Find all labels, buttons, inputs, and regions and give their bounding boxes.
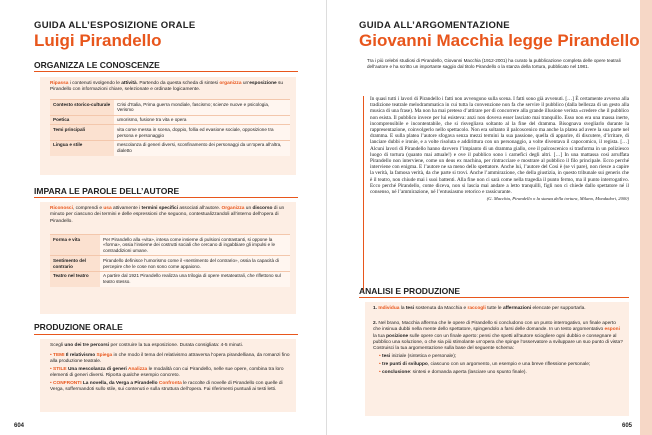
quote-text: In quasi tutti i lavori di Pirandello i fatti non avvengono sulla scena. I fatti sono già avvenuti. […] È certamente avverso alla tradizione teatrale melodrammatica in cui tutta la convenzione non fa che servire il pubblico (dalla bellezza di un gesto alla musica di una frase). Ma non ha mai preteso d’attirare per di concorrere alla grande illusione verista «credere che il pubblico non esista. Il pubblico invece per lui esisteva: anzi non doveva esser lasciato mai tranquillo. Esso non era una massa inerte, incomprensibile e incontentabile, che si risvegliava soltanto al la fine del dramma. Bisognava svegliarlo durante la rappresentazione, coinvolgerlo nello spettacolo. Non era soltanto il palcoscenico ma anche la platea ad avere la sua parte nel dramma. E sulla platea l’autore sfogava senza mezzi termini la sua passione, quella di apparire, di discutere, d’irritare, di lanciare dubbi e ironie, e a volte risoluta e addirittura con un personaggio, a volte diventava il capocomico, il regista. […] Alcuni lavori di Pirandello hanno davvero l’impianto di un dramma giallo, ove il palcoscenico si trasforma in un poliziesco luogo di tortura (quanto mai attuale!) e ove il pubblico sono i carnefici degli altri. […] In una mattassa così arruffata Pirandello non interviene, come un deus ex machina, per rintracciare e mostrare al pubblico il filo principale. Ecco perché interviene con enigma. E l’autore ne sa meno dello spettatore. Anche lui, l’autore del Così è (se vi pare), non riesce a capire la verità, la famosa verità, da che parte si trovi. Anche l’ammirazione, che della giustizia, in questo tribunale sui generis che è il teatro, non chiude mai i suoi battenti. Alla fine non ci sarà come nella tragedia il punto fermo, ma il punto interrogativo. Ecco perché Pirandello, come diceva, non si lascia mai andare a letto tranquilli, figli non ci chiede dallo spettatore né il consenso, né l’ammirazione, né l’entusiasmo retorico e rassicurante. [370, 96, 629, 196]
table-key: Temi principali [50, 125, 114, 141]
list-item: • STILE Una mescolanza di generi Analizza le modalità con cui Pirandello, nelle sue opere, combina tra loro elementi di generi diversi. Riporta qualche esempio concreto. [50, 366, 284, 378]
section-impara-title: IMPARA LE PAROLE DELL’AUTORE [34, 186, 180, 196]
impara-intro [50, 206, 290, 225]
table-value: A partire dal 1921 Pirandello realizza una trilogia di opere metateatrali, che riflettono sul teatro stesso. [100, 271, 290, 286]
table-row [50, 140, 290, 155]
question-2: 2. Nel brano, Macchia afferma che le opere di Pirandello si concludono con un punto interrogativo, un finale aperto che insinua dubbi nella mente dello spettatore, spingendolo a farsi delle domande. In un testo argomentativo esponi la tua posizione sulle opere con un finale aperto: pensi che spetti all’autore sciogliere ogni dubbio e consegnare al pubblico una soluzione, o che sia più stimolante un’opera che spinge l’osservatore a sviluppare un suo punto di vista? Costruisci la tua argomentazione sulla base del seguente schema: • tesi iniziale (sintetica e personale); • tre punti di sviluppo, ciascuno con un argomento, un esempio e una breve riflessione personale; • conclusione: sintesi e domanda aperta (lasciare uno spunto finale). [373, 321, 623, 375]
question-1: 1. Individua la tesi sostenuta da Macchia e raccogli tutte le affermazioni elencate per supportarla. [373, 306, 586, 311]
intro-keyword: uno dei tre percorsi [64, 343, 110, 348]
macchia-quote [363, 96, 629, 292]
intro-text: associati all’autore. [178, 206, 222, 211]
intro-text: un [244, 206, 253, 211]
intro-keyword: Riconosci [50, 206, 73, 211]
intro-text: . Partendo da questa scheda di sintesi [136, 81, 220, 86]
right-page [326, 0, 652, 435]
list-item: • tre punti di sviluppo, ciascuno con un argomento, un esempio e una breve riflessione personale; [379, 361, 591, 367]
section-divider [34, 334, 298, 335]
table-value: mescolanza di generi diversi, sconfinamento dei personaggi da un’opera all’altra, dialetto [114, 140, 290, 155]
impara-table [50, 234, 290, 287]
organizza-table [50, 99, 290, 156]
right-intro: Tra i più celebri studiosi di Pirandello, Giovanni Macchia (1912-2001) ha curato la pubblicazione completa delle opere teatrali dell’autore e ha scritto un importante saggio dal titolo Pirandello o la stanza della tortura, pubblicato nel 1981. [367, 58, 621, 69]
intro-text: , comprendi e [72, 206, 104, 211]
right-title: Giovanni Macchia legge Pirandello [359, 31, 640, 50]
section-divider [359, 297, 629, 298]
table-row [50, 115, 290, 125]
intro-keyword: Ripassa [50, 81, 69, 86]
section-organizza-title: ORGANIZZA LE CONOSCENZE [34, 60, 160, 70]
table-value: Crisi d’Italia, Prima guerra mondiale, fascismo; scienze nuove e psicologia, Verismo [114, 100, 290, 116]
produzione-intro [50, 343, 290, 349]
organizza-box [40, 77, 296, 175]
intro-keyword: attività [121, 81, 137, 86]
quote-source: (G. Macchia, Pirandello o la stanza della tortura, Milano, Mondadori, 2000) [486, 196, 629, 202]
table-key: Poetica [50, 115, 114, 125]
right-kicker: GUIDA ALL’ARGOMENTAZIONE [359, 20, 510, 31]
intro-keyword: usa [103, 206, 112, 211]
table-key: Contesto storico-culturale [50, 100, 114, 116]
impara-box [40, 202, 296, 314]
list-item: • tesi iniziale (sintetica e personale); [379, 353, 457, 359]
table-row [50, 235, 290, 256]
table-key: Lingua e stile [50, 140, 114, 155]
produzione-list [50, 351, 290, 393]
margin-bar [640, 0, 652, 435]
section-divider [34, 71, 298, 72]
table-key: Sentimento del contrario [50, 256, 100, 272]
section-produzione-title: PRODUZIONE ORALE [34, 322, 123, 332]
table-row [50, 100, 290, 116]
page-number-left: 604 [14, 423, 25, 429]
produzione-box [40, 339, 296, 412]
list-item: • conclusione: sintesi e domanda aperta (lasciare uno spunto finale). [379, 369, 527, 375]
table-row [50, 256, 290, 272]
intro-text: i contenuti svolgendo le [68, 81, 122, 86]
intro-keyword: organizza [219, 81, 242, 86]
organizza-intro [50, 81, 290, 94]
intro-keyword: discorso [252, 206, 273, 211]
analisi-box [365, 302, 629, 416]
table-value: umorismo, fusione tra vita e opera [114, 115, 290, 125]
intro-keyword: esposizione [249, 81, 277, 86]
section-divider [34, 197, 298, 198]
table-row [50, 125, 290, 141]
intro-keyword: termini specifici [141, 206, 179, 211]
table-key: Forma e vita [50, 235, 100, 256]
intro-text: attivamente i [111, 206, 142, 211]
list-item: • TEMI Il relativismo Spiega in che modo il tema del relativismo attraversa l’opera pirandelliana, da romanzi fino alla produzione teatrale. [50, 352, 290, 364]
table-value: Per Pirandello alla «vita», intesa come insieme di pulsioni contrastanti, si oppone la «forma», ossia l’insieme dei costrutti sociali che cercano di ingabbiare gli impulsi e le contraddizioni umane. [100, 235, 290, 256]
intro-keyword: Organizza [221, 206, 245, 211]
intro-text: su Pirandello con informazioni chiare, selezionate e ordinate logicamente. [50, 81, 284, 93]
table-value: vita come messa in scena, doppio, follia ed evasione sociale, opposizione tra persona e personaggio [114, 125, 290, 141]
intro-text: per costruire la tua esposizione. Durata consigliata: 4-5 minuti. [109, 343, 244, 348]
list-item: • CONFRONTI La novella, da Verga a Pirandello Confronta le raccolte di novelle di Pirandello con quelle di Verga, soffermandoti sullo stile, sui contenuti e sulla struttura dell’opera. Fai riferimenti puntuali ai testi letti. [50, 380, 283, 392]
intro-text: di un minuto per ciascuno dei termini e delle espressioni che seguono, contestualizzandoli all’interno dell’opera di Pirandello. [50, 206, 285, 224]
left-title: Luigi Pirandello [34, 31, 162, 50]
table-key: Teatro nel teatro [50, 271, 100, 286]
intro-text: un’ [241, 81, 250, 86]
section-analisi-title: ANALISI E PRODUZIONE [359, 286, 461, 296]
table-value: Pirandello definisce l’umorismo come il «sentimento del contrario», ossia la capacità di percepire che le cose non sono come appaiono. [100, 256, 290, 272]
intro-text: Scegli [50, 343, 65, 348]
page-number-right: 605 [621, 423, 632, 429]
table-row [50, 271, 290, 286]
left-kicker: GUIDA ALL’ESPOSIZIONE ORALE [34, 20, 196, 31]
